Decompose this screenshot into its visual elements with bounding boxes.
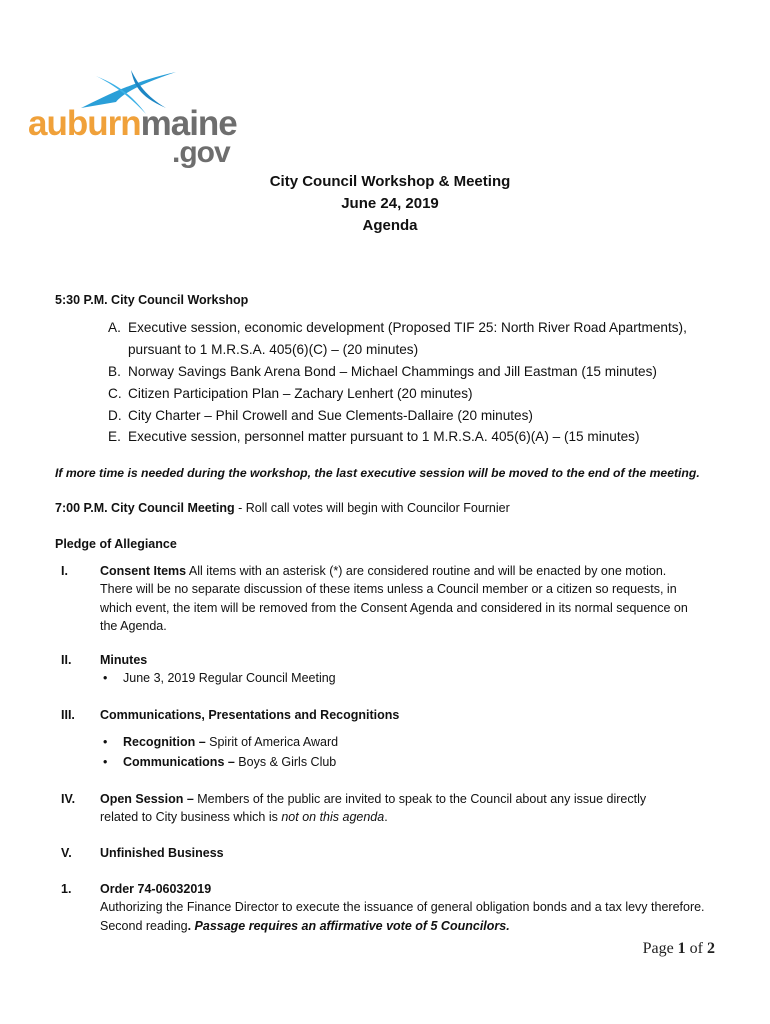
- minutes-heading: Minutes: [100, 653, 148, 667]
- pledge-heading: Pledge of Allegiance: [55, 537, 177, 551]
- bullet-icon: •: [103, 671, 108, 685]
- item-number: 1.: [61, 882, 72, 896]
- logo-domain: .gov: [172, 136, 230, 169]
- communications-heading: Communications, Presentations and Recognitions: [100, 708, 400, 722]
- section-number: V.: [61, 846, 72, 860]
- agenda-page: auburnmaine .gov City Council Workshop & Meeting June 24, 2019 Agenda 5:30 P.M. City Council Workshop A. Executive session, economic development (Proposed TIF 25: North River Road Apartments), pursuant to 1 M.R.S.A. 405(6)(C) – (20 minutes) B. Norway Savings Bank Arena Bond – Michael Chammings and Jill Eastman (15 minutes) C. Citizen Participation Plan – Zachary Lenhert (20 minutes) D. City Charter – Phil Crowell and Sue Clements-Dallaire (20 minutes) E. Executive session, personnel matter pursuant to 1 M.R.S.A. 405(6)(A) – (15 minutes) If more time is needed during the workshop, the last executive session will be moved to the end of the meeting. 7:00 P.M. City Council Meeting - Roll call votes will begin with Councilor Fournier Pledge of Allegiance I. Consent Items All items with an asterisk (*) are considered routine and will be enacted by one motion. There will be no separate discussion of these items unless a Council member or a citizen so requests, in which event, the item will be removed from the Consent Agenda and considered in its normal sequence on the Agenda. II. Minutes • June 3, 2019 Regular Council Meeting III. Communications, Presentations and Recognitions • Recognition – Spirit of America Award • Communications – Boys & Girls Club IV. Open Session – Members of the public are invited to speak to the Council about any issue directly related to City business which is not on this agenda. V. Unfinished Business 1. Order 74-06032019 Authorizing the Finance Director to execute the issuance of general obligation bonds and a tax levy therefore. Second reading. Passage requires an affirmative vote of 5 Councilors. Page 1 of 2: [0, 0, 770, 1024]
- consent-label: Consent Items: [100, 564, 187, 578]
- section-number: IV.: [61, 792, 76, 806]
- logo-wordmark: auburnmaine: [28, 104, 237, 143]
- section-number: II.: [61, 653, 72, 667]
- open-session-section: Open Session – Members of the public are invited to speak to the Council about any issue directly related to City business which is not on this agenda.: [100, 792, 647, 825]
- order-title: Order 74-06032019: [100, 882, 212, 896]
- workshop-heading: 5:30 P.M. City Council Workshop: [55, 293, 249, 307]
- auburn-maine-logo: [28, 68, 237, 169]
- document-subtitle: Agenda: [362, 217, 418, 234]
- page-number: Page 1 of 2: [642, 940, 715, 957]
- unfinished-business-heading: Unfinished Business: [100, 846, 224, 860]
- section-number: III.: [61, 708, 75, 722]
- consent-items-section: Consent Items All items with an asterisk (*) are considered routine and will be enacted by one motion. There will be no separate discussion of these items unless a Council member or a citizen so requests, in which event, the item will be removed from the Consent Agenda and considered in its normal sequence on the Agenda.: [100, 564, 688, 633]
- bullet-icon: •: [103, 755, 108, 769]
- minutes-bullet: • June 3, 2019 Regular Council Meeting: [103, 669, 336, 688]
- bullet-icon: •: [103, 735, 108, 749]
- communications-bullet: • Communications – Boys & Girls Club: [103, 753, 336, 772]
- section-number: I.: [61, 564, 68, 578]
- workshop-note: If more time is needed during the workshop, the last executive session will be moved to the end of the meeting.: [55, 466, 700, 480]
- document-title: City Council Workshop & Meeting: [269, 173, 511, 190]
- order-item: Order 74-06032019 Authorizing the Finance Director to execute the issuance of general obligation bonds and a tax levy therefore. Second reading. Passage requires an affirmative vote of 5 Councilors.: [100, 880, 720, 935]
- recognition-bullet: • Recognition – Spirit of America Award: [103, 733, 338, 752]
- meeting-heading: 7:00 P.M. City Council Meeting - Roll call votes will begin with Councilor Fournier: [55, 501, 510, 515]
- document-date: June 24, 2019: [341, 195, 439, 212]
